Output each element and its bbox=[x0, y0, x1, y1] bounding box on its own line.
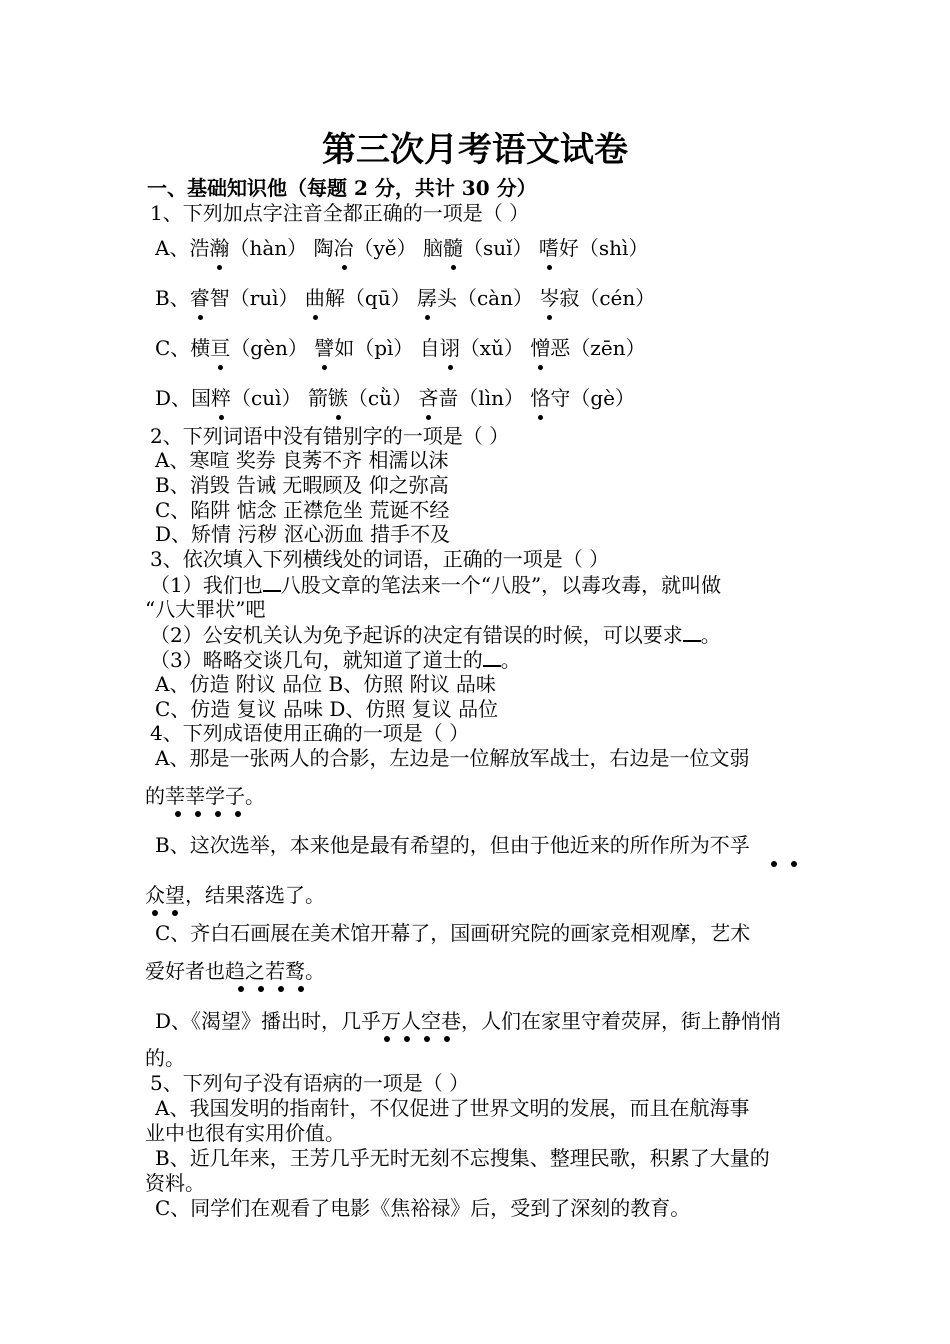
question-2-stem: 2、下列词语中没有错别字的一项是（ ） bbox=[150, 424, 510, 448]
question-5-option-a-line1: A、我国发明的指南针，不仅促进了世界文明的发展，而且在航海事 bbox=[155, 1096, 750, 1120]
emphasis-dots bbox=[384, 1031, 450, 1045]
question-5-option-b-line2: 资料。 bbox=[145, 1171, 205, 1195]
dotted-char: 瀚 bbox=[209, 236, 230, 260]
dotted-char: 粹 bbox=[211, 386, 232, 410]
dotted-char: 孱 bbox=[416, 286, 437, 310]
question-2-option-a: A、寒喧 奖券 良莠不齐 相濡以沫 bbox=[155, 448, 449, 472]
blank-line bbox=[683, 622, 701, 642]
exam-title: 第三次月考语文试卷 bbox=[322, 130, 628, 170]
emphasis-dots bbox=[238, 981, 304, 995]
dotted-char: 亘 bbox=[210, 336, 231, 360]
question-4-option-b-line2: 众望，结果落选了。 bbox=[145, 883, 325, 907]
emphasis-dots bbox=[175, 806, 241, 820]
question-1-option-a: A、浩瀚（hàn） 陶冶（yě） 脑髓（suǐ） 嗜好（shì） bbox=[155, 236, 649, 260]
dotted-char: 嗜 bbox=[538, 236, 559, 260]
question-4-option-c-line1: C、齐白石画展在美术馆开幕了，国画研究院的画家竞相观摩，艺术 bbox=[155, 921, 751, 945]
emphasis-dots bbox=[152, 905, 178, 919]
question-1-option-d: D、国粹（cuì） 箭镞（cǜ） 吝啬（lìn） 恪守（gè） bbox=[155, 386, 636, 410]
question-1-stem: 1、下列加点字注音全都正确的一项是（ ） bbox=[150, 201, 530, 225]
question-3-options-ab: A、仿造 附议 品位 B、仿照 附议 品味 bbox=[155, 672, 496, 696]
question-4-option-c-line2: 爱好者也趋之若鹜。 bbox=[145, 959, 325, 983]
dotted-char: 岑 bbox=[539, 286, 560, 310]
dotted-char: 曲 bbox=[304, 286, 325, 310]
question-2-option-c: C、陷阱 惦念 正襟危坐 荒诞不经 bbox=[155, 498, 450, 522]
question-1-option-b: B、睿智（ruì） 曲解（qū） 孱头（càn） 岑寂（cén） bbox=[155, 286, 656, 310]
blank-line bbox=[483, 647, 501, 667]
blank-line bbox=[263, 572, 281, 592]
dotted-char: 诩 bbox=[439, 336, 460, 360]
question-4-stem: 4、下列成语使用正确的一项是（ ） bbox=[150, 721, 470, 745]
question-4-option-a-line2: 的莘莘学子。 bbox=[145, 784, 265, 808]
emphasis-dots bbox=[771, 856, 797, 870]
question-2-option-b: B、消毁 告诫 无暇顾及 仰之弥高 bbox=[155, 473, 449, 497]
dotted-char: 恪 bbox=[530, 386, 551, 410]
question-4-option-a-line1: A、那是一张两人的合影，左边是一位解放军战士，右边是一位文弱 bbox=[155, 746, 750, 770]
section-heading: 一、基础知识他（每题 2 分，共计 30 分） bbox=[147, 176, 537, 200]
question-4-option-d-line1: D、《渴望》播出时，几乎万人空巷，人们在家里守着荧屏，街上静悄悄 bbox=[155, 1009, 782, 1033]
question-5-option-c: C、同学们在观看了电影《焦裕禄》后，受到了深刻的教育。 bbox=[155, 1196, 691, 1220]
question-5-stem: 5、下列句子没有语病的一项是（ ） bbox=[150, 1071, 470, 1095]
question-3-stem: 3、依次填入下列横线处的词语，正确的一项是（ ） bbox=[150, 547, 610, 571]
question-3-sentence-2: （2）公安机关认为免予起诉的决定有错误的时候，可以要求 。 bbox=[150, 623, 721, 647]
dotted-char: 睿 bbox=[189, 286, 210, 310]
dotted-char: 髓 bbox=[443, 236, 463, 260]
dotted-char: 镞 bbox=[327, 386, 348, 410]
question-4-option-b-line1: B、这次选举，本来他是最有希望的，但由于他近来的所作所为不孚 bbox=[155, 833, 750, 857]
dotted-char: 冶 bbox=[333, 236, 354, 260]
question-1-option-c: C、横亘（gèn） 譬如（pì） 自诩（xǔ） 憎恶（zēn） bbox=[155, 336, 646, 360]
dotted-char: 譬 bbox=[314, 336, 335, 360]
question-3-sentence-3: （3）略略交谈几句，就知道了道士的 。 bbox=[150, 648, 521, 672]
question-2-option-d: D、矫情 污秽 沤心沥血 措手不及 bbox=[155, 522, 451, 546]
question-3-sentence-1-cont: “八大罪状”吧 bbox=[145, 597, 266, 621]
question-5-option-a-line2: 业中也很有实用价值。 bbox=[145, 1121, 345, 1145]
question-3-sentence-1: （1）我们也 八股文章的笔法来一个“八股”，以毒攻毒，就叫做 bbox=[150, 573, 722, 597]
dotted-char: 吝 bbox=[418, 386, 439, 410]
question-3-options-cd: C、仿造 复议 品味 D、仿照 复议 品位 bbox=[155, 697, 499, 721]
dotted-char: 憎 bbox=[530, 336, 551, 360]
question-4-option-d-line2: 的。 bbox=[145, 1046, 185, 1070]
question-5-option-b-line1: B、近几年来，王芳几乎无时无刻不忘搜集、整理民歌，积累了大量的 bbox=[155, 1146, 770, 1170]
